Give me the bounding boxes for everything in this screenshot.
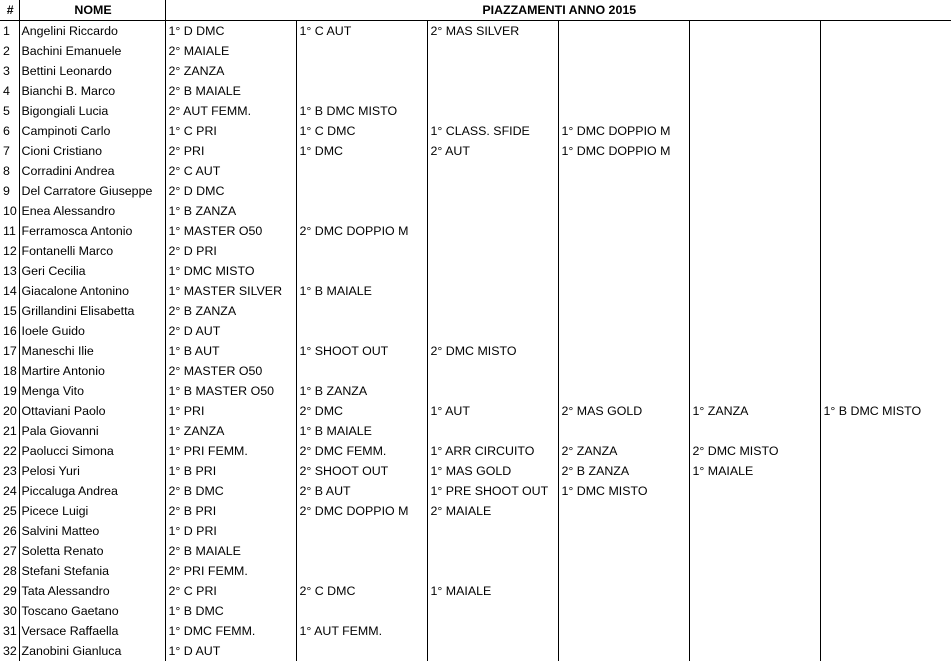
athlete-name: Zanobini Gianluca — [19, 641, 165, 661]
placement-cell — [820, 321, 951, 341]
placement-cell: 2° DMC FEMM. — [296, 441, 427, 461]
athlete-name: Grillandini Elisabetta — [19, 301, 165, 321]
placement-cell: 2° B ZANZA — [165, 301, 296, 321]
placement-cell — [689, 81, 820, 101]
placement-cell — [820, 641, 951, 661]
placement-cell: 2° D DMC — [165, 181, 296, 201]
table-row — [0, 621, 951, 641]
row-number: 27 — [0, 541, 19, 561]
placement-cell — [689, 321, 820, 341]
placement-cell — [689, 341, 820, 361]
placement-cell: 2° B DMC — [165, 481, 296, 501]
placement-cell — [558, 101, 689, 121]
row-number: 8 — [0, 161, 19, 181]
table-row — [0, 21, 951, 42]
placement-cell — [427, 641, 558, 661]
placement-cell: 1° PRI — [165, 401, 296, 421]
placement-cell — [558, 601, 689, 621]
table-row — [0, 441, 951, 461]
placement-cell — [427, 301, 558, 321]
placement-cell — [820, 161, 951, 181]
placement-cell: 1° B MASTER O50 — [165, 381, 296, 401]
placement-cell — [558, 241, 689, 261]
placement-cell — [558, 341, 689, 361]
placement-cell: 1° ZANZA — [689, 401, 820, 421]
table-row — [0, 81, 951, 101]
athlete-name: Soletta Renato — [19, 541, 165, 561]
placement-cell — [427, 261, 558, 281]
placement-cell — [689, 281, 820, 301]
row-number: 28 — [0, 561, 19, 581]
placement-cell — [296, 301, 427, 321]
athlete-name: Bachini Emanuele — [19, 41, 165, 61]
placement-cell: 2° B PRI — [165, 501, 296, 521]
row-number: 4 — [0, 81, 19, 101]
placement-cell — [558, 541, 689, 561]
row-number: 5 — [0, 101, 19, 121]
placement-cell — [558, 41, 689, 61]
placement-cell — [427, 421, 558, 441]
row-number: 11 — [0, 221, 19, 241]
placement-cell: 2° DMC — [296, 401, 427, 421]
placement-cell — [820, 201, 951, 221]
placement-cell — [558, 521, 689, 541]
athlete-name: Pelosi Yuri — [19, 461, 165, 481]
table-row — [0, 141, 951, 161]
athlete-name: Corradini Andrea — [19, 161, 165, 181]
row-number: 23 — [0, 461, 19, 481]
athlete-name: Picece Luigi — [19, 501, 165, 521]
placement-cell: 1° B PRI — [165, 461, 296, 481]
athlete-name: Versace Raffaella — [19, 621, 165, 641]
placement-cell — [296, 521, 427, 541]
placement-cell — [689, 541, 820, 561]
placement-cell — [558, 61, 689, 81]
placement-cell — [689, 101, 820, 121]
placement-cell — [427, 81, 558, 101]
table-row — [0, 281, 951, 301]
row-number: 1 — [0, 21, 19, 42]
table-row — [0, 241, 951, 261]
placement-cell — [689, 161, 820, 181]
row-number: 22 — [0, 441, 19, 461]
placement-cell — [296, 641, 427, 661]
placement-cell: 2° PRI FEMM. — [165, 561, 296, 581]
placement-cell — [820, 541, 951, 561]
athlete-name: Ioele Guido — [19, 321, 165, 341]
placement-cell — [689, 141, 820, 161]
placement-cell: 2° B MAIALE — [165, 541, 296, 561]
athlete-name: Geri Cecilia — [19, 261, 165, 281]
table-body — [0, 21, 951, 662]
athlete-name: Toscano Gaetano — [19, 601, 165, 621]
placement-cell — [820, 461, 951, 481]
placement-cell — [296, 261, 427, 281]
athlete-name: Ottaviani Paolo — [19, 401, 165, 421]
placement-cell — [820, 481, 951, 501]
placement-cell: 1° MAIALE — [689, 461, 820, 481]
placement-cell: 1° PRE SHOOT OUT — [427, 481, 558, 501]
placement-cell: 1° D PRI — [165, 521, 296, 541]
placement-cell — [427, 381, 558, 401]
placement-cell — [820, 61, 951, 81]
athlete-name: Del Carratore Giuseppe — [19, 181, 165, 201]
placement-cell — [689, 581, 820, 601]
row-number: 17 — [0, 341, 19, 361]
header-number: # — [0, 0, 19, 21]
placement-cell — [558, 641, 689, 661]
placement-cell — [689, 301, 820, 321]
row-number: 25 — [0, 501, 19, 521]
placement-cell: 1° DMC MISTO — [165, 261, 296, 281]
table-row — [0, 601, 951, 621]
athlete-name: Piccaluga Andrea — [19, 481, 165, 501]
table-row — [0, 161, 951, 181]
placement-cell: 1° B MAIALE — [296, 421, 427, 441]
placement-cell — [689, 201, 820, 221]
placement-cell — [296, 541, 427, 561]
placement-cell — [558, 381, 689, 401]
placement-cell — [558, 221, 689, 241]
row-number: 16 — [0, 321, 19, 341]
athlete-name: Bigongiali Lucia — [19, 101, 165, 121]
row-number: 18 — [0, 361, 19, 381]
placement-cell — [689, 181, 820, 201]
placement-cell: 2° AUT FEMM. — [165, 101, 296, 121]
placement-cell: 2° MAS GOLD — [558, 401, 689, 421]
athlete-name: Ferramosca Antonio — [19, 221, 165, 241]
placement-cell — [820, 141, 951, 161]
placement-cell: 1° B MAIALE — [296, 281, 427, 301]
athlete-name: Pala Giovanni — [19, 421, 165, 441]
table-row — [0, 581, 951, 601]
placement-cell: 1° DMC FEMM. — [165, 621, 296, 641]
row-number: 12 — [0, 241, 19, 261]
placement-cell: 1° AUT FEMM. — [296, 621, 427, 641]
table-row — [0, 301, 951, 321]
table-row — [0, 461, 951, 481]
row-number: 13 — [0, 261, 19, 281]
placement-cell — [820, 261, 951, 281]
placement-cell — [689, 641, 820, 661]
placement-cell — [427, 161, 558, 181]
placement-cell — [820, 181, 951, 201]
row-number: 2 — [0, 41, 19, 61]
placement-cell — [820, 241, 951, 261]
placement-cell — [427, 601, 558, 621]
placement-cell — [820, 601, 951, 621]
placement-cell — [296, 161, 427, 181]
table-row — [0, 101, 951, 121]
placement-cell — [558, 281, 689, 301]
placement-cell — [427, 41, 558, 61]
placement-cell — [427, 241, 558, 261]
placement-cell — [296, 81, 427, 101]
table-row — [0, 481, 951, 501]
placement-cell — [558, 181, 689, 201]
placement-cell: 1° ZANZA — [165, 421, 296, 441]
placement-cell — [689, 41, 820, 61]
placement-cell — [820, 561, 951, 581]
placement-cell — [296, 181, 427, 201]
placement-cell — [820, 81, 951, 101]
placement-cell — [820, 341, 951, 361]
placement-cell — [689, 601, 820, 621]
placement-cell — [558, 321, 689, 341]
placement-cell: 1° B DMC MISTO — [296, 101, 427, 121]
row-number: 31 — [0, 621, 19, 641]
athlete-name: Paolucci Simona — [19, 441, 165, 461]
placement-cell — [427, 621, 558, 641]
placement-cell — [427, 61, 558, 81]
placement-cell — [427, 521, 558, 541]
placement-cell: 2° D AUT — [165, 321, 296, 341]
placement-cell — [558, 201, 689, 221]
placement-cell — [558, 21, 689, 42]
placement-cell — [820, 41, 951, 61]
placement-cell — [558, 421, 689, 441]
placement-cell: 1° D DMC — [165, 21, 296, 42]
placement-cell — [427, 361, 558, 381]
placement-cell — [427, 221, 558, 241]
table-row — [0, 341, 951, 361]
placement-cell: 2° MAIALE — [427, 501, 558, 521]
placement-cell: 2° ZANZA — [558, 441, 689, 461]
placement-cell: 2° PRI — [165, 141, 296, 161]
athlete-name: Bettini Leonardo — [19, 61, 165, 81]
placement-cell — [296, 41, 427, 61]
placement-cell — [558, 261, 689, 281]
row-number: 26 — [0, 521, 19, 541]
placement-cell — [689, 361, 820, 381]
placement-cell: 1° ARR CIRCUITO — [427, 441, 558, 461]
placement-cell — [558, 501, 689, 521]
placement-cell: 2° DMC DOPPIO M — [296, 221, 427, 241]
placement-cell — [820, 101, 951, 121]
placement-cell — [427, 541, 558, 561]
placement-cell: 1° CLASS. SFIDE — [427, 121, 558, 141]
row-number: 20 — [0, 401, 19, 421]
placement-cell — [296, 601, 427, 621]
placement-cell — [296, 61, 427, 81]
placement-cell: 1° B ZANZA — [165, 201, 296, 221]
athlete-name: Stefani Stefania — [19, 561, 165, 581]
row-number: 29 — [0, 581, 19, 601]
placement-cell — [296, 321, 427, 341]
row-number: 9 — [0, 181, 19, 201]
placement-cell — [689, 501, 820, 521]
athlete-name: Angelini Riccardo — [19, 21, 165, 42]
table-row — [0, 181, 951, 201]
placement-cell: 2° MASTER O50 — [165, 361, 296, 381]
athlete-name: Martire Antonio — [19, 361, 165, 381]
placement-cell — [820, 361, 951, 381]
placement-cell — [427, 181, 558, 201]
row-number: 15 — [0, 301, 19, 321]
placement-cell: 2° MAS SILVER — [427, 21, 558, 42]
placement-cell: 2° MAIALE — [165, 41, 296, 61]
athlete-name: Salvini Matteo — [19, 521, 165, 541]
placement-cell — [427, 101, 558, 121]
athlete-name: Tata Alessandro — [19, 581, 165, 601]
placement-cell — [820, 301, 951, 321]
athlete-name: Bianchi B. Marco — [19, 81, 165, 101]
athlete-name: Campinoti Carlo — [19, 121, 165, 141]
athlete-name: Fontanelli Marco — [19, 241, 165, 261]
placement-cell: 1° DMC MISTO — [558, 481, 689, 501]
placement-cell: 2° B AUT — [296, 481, 427, 501]
placement-cell: 2° DMC DOPPIO M — [296, 501, 427, 521]
placement-cell: 2° C AUT — [165, 161, 296, 181]
placement-cell: 2° DMC MISTO — [689, 441, 820, 461]
placement-cell: 1° DMC — [296, 141, 427, 161]
table-row — [0, 321, 951, 341]
placement-cell — [820, 381, 951, 401]
placement-cell — [296, 241, 427, 261]
placement-cell: 2° AUT — [427, 141, 558, 161]
placement-cell — [427, 281, 558, 301]
placement-cell: 2° SHOOT OUT — [296, 461, 427, 481]
table-row — [0, 261, 951, 281]
row-number: 10 — [0, 201, 19, 221]
placement-cell — [820, 281, 951, 301]
placement-cell — [820, 421, 951, 441]
placement-cell: 2° ZANZA — [165, 61, 296, 81]
placement-cell: 1° MASTER O50 — [165, 221, 296, 241]
placement-cell — [689, 381, 820, 401]
placement-cell — [427, 561, 558, 581]
placement-cell — [558, 161, 689, 181]
placement-cell: 2° C DMC — [296, 581, 427, 601]
table-row — [0, 561, 951, 581]
row-number: 21 — [0, 421, 19, 441]
placement-cell: 1° B AUT — [165, 341, 296, 361]
placement-cell — [558, 581, 689, 601]
athlete-name: Giacalone Antonino — [19, 281, 165, 301]
table-row — [0, 201, 951, 221]
placement-cell: 2° B ZANZA — [558, 461, 689, 481]
table-row — [0, 61, 951, 81]
placement-cell: 1° MAS GOLD — [427, 461, 558, 481]
placement-cell: 1° B ZANZA — [296, 381, 427, 401]
placement-cell — [558, 81, 689, 101]
placement-cell: 1° MASTER SILVER — [165, 281, 296, 301]
row-number: 24 — [0, 481, 19, 501]
table-row — [0, 361, 951, 381]
row-number: 32 — [0, 641, 19, 661]
placement-cell: 1° SHOOT OUT — [296, 341, 427, 361]
placement-cell — [689, 221, 820, 241]
placement-cell — [296, 561, 427, 581]
table-row — [0, 401, 951, 421]
table-row — [0, 41, 951, 61]
row-number: 19 — [0, 381, 19, 401]
placement-cell — [689, 21, 820, 42]
placement-cell: 1° C DMC — [296, 121, 427, 141]
athlete-name: Maneschi Ilie — [19, 341, 165, 361]
placement-cell — [689, 621, 820, 641]
placement-cell — [820, 121, 951, 141]
table-row — [0, 641, 951, 661]
placement-cell: 1° DMC DOPPIO M — [558, 141, 689, 161]
row-number: 14 — [0, 281, 19, 301]
placement-cell — [689, 521, 820, 541]
placement-cell — [820, 501, 951, 521]
table-row — [0, 221, 951, 241]
placement-cell: 1° MAIALE — [427, 581, 558, 601]
table-row — [0, 421, 951, 441]
placement-cell — [558, 621, 689, 641]
placement-cell — [820, 441, 951, 461]
placement-cell: 1° B DMC MISTO — [820, 401, 951, 421]
placement-cell — [689, 121, 820, 141]
athlete-name: Cioni Cristiano — [19, 141, 165, 161]
header-row — [0, 0, 951, 21]
placement-cell — [689, 241, 820, 261]
table-row — [0, 541, 951, 561]
placement-cell: 1° PRI FEMM. — [165, 441, 296, 461]
row-number: 3 — [0, 61, 19, 81]
placement-cell — [689, 261, 820, 281]
row-number: 6 — [0, 121, 19, 141]
header-placements: PIAZZAMENTI ANNO 2015 — [165, 0, 951, 21]
placement-cell — [820, 521, 951, 541]
placement-cell — [689, 421, 820, 441]
row-number: 7 — [0, 141, 19, 161]
placement-cell — [427, 201, 558, 221]
row-number: 30 — [0, 601, 19, 621]
placement-cell — [296, 201, 427, 221]
placement-cell — [689, 61, 820, 81]
placement-cell: 1° AUT — [427, 401, 558, 421]
placement-cell: 2° D PRI — [165, 241, 296, 261]
placement-cell — [820, 221, 951, 241]
placement-cell: 1° B DMC — [165, 601, 296, 621]
table-row — [0, 121, 951, 141]
placement-cell — [558, 561, 689, 581]
placement-cell: 2° DMC MISTO — [427, 341, 558, 361]
placement-cell — [820, 621, 951, 641]
placement-cell — [558, 301, 689, 321]
table-row — [0, 521, 951, 541]
header-name: NOME — [19, 0, 165, 21]
placement-cell: 1° DMC DOPPIO M — [558, 121, 689, 141]
placement-cell — [689, 561, 820, 581]
placement-cell — [558, 361, 689, 381]
athlete-name: Menga Vito — [19, 381, 165, 401]
athlete-name: Enea Alessandro — [19, 201, 165, 221]
placement-cell: 2° B MAIALE — [165, 81, 296, 101]
placement-cell — [689, 481, 820, 501]
placement-cell — [820, 581, 951, 601]
placement-cell: 1° C PRI — [165, 121, 296, 141]
placement-cell: 1° D AUT — [165, 641, 296, 661]
table-row — [0, 381, 951, 401]
placement-cell — [296, 361, 427, 381]
placement-cell: 1° C AUT — [296, 21, 427, 42]
table-row — [0, 501, 951, 521]
placement-cell: 2° C PRI — [165, 581, 296, 601]
placement-cell — [820, 21, 951, 42]
placement-cell — [427, 321, 558, 341]
